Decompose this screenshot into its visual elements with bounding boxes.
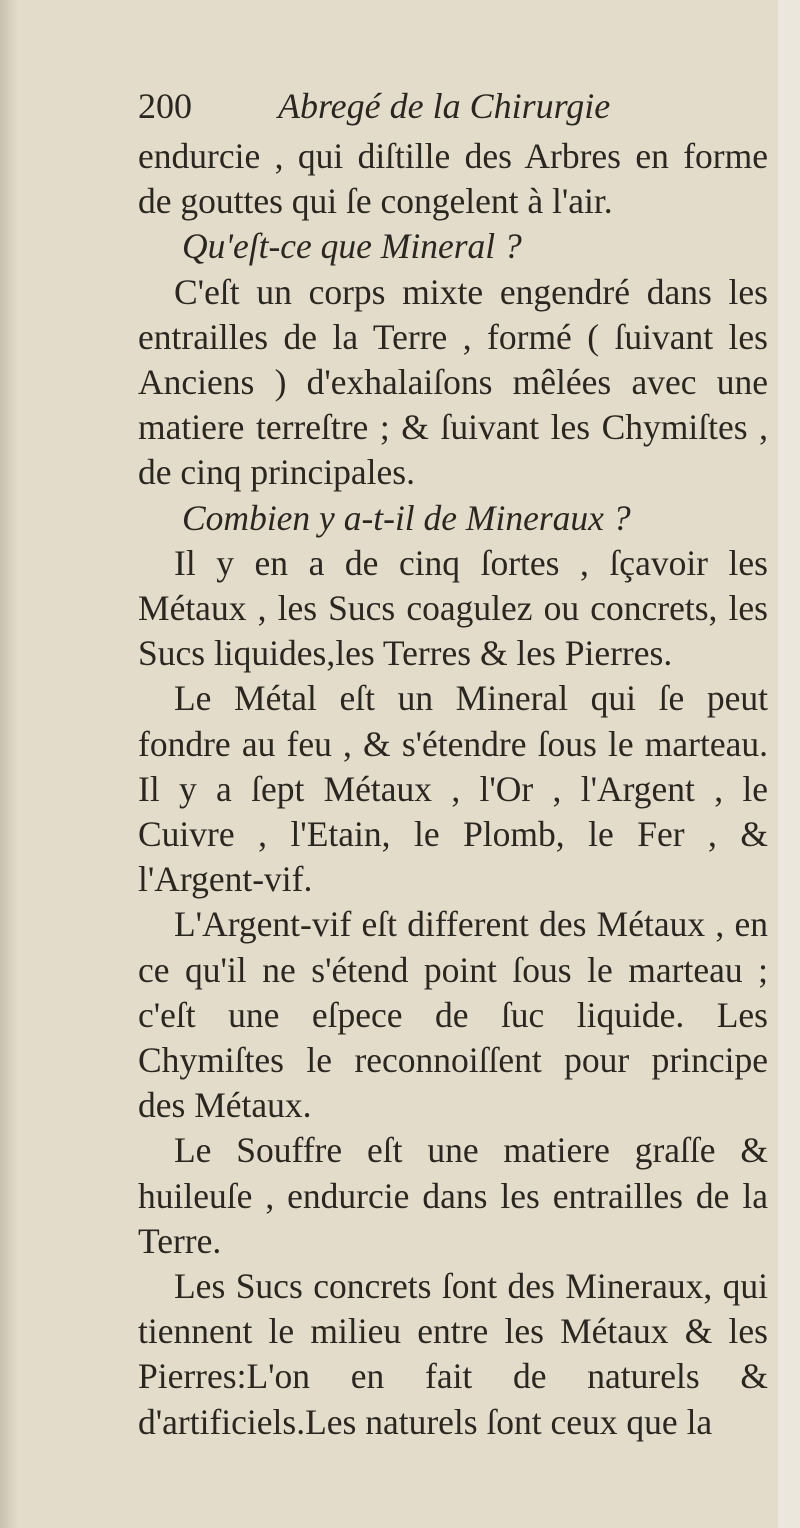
paragraph: Le Souffre eſt une matiere graſſe & huileuſe , endurcie dans les entrailles de la Terre. [138, 1130, 768, 1261]
paragraph: Il y en a de cinq ſortes , ſçavoir les Métaux , les Sucs coagulez ou concrets, les Sucs liquides,les Terres & les Pierres. [138, 542, 768, 674]
page-number: 200 [138, 86, 192, 126]
running-head [138, 78, 768, 134]
paragraph: Les Sucs concrets ſont des Mineraux, qui tiennent le milieu entre les Métaux & les Pierres:L'on en fait de naturels & d'artificiels.Les naturels ſont ceux que la [138, 1266, 768, 1442]
paragraph: Le Métal eſt un Mineral qui ſe peut fondre au feu , & s'étendre ſous le marteau. Il y a ſept Métaux , l'Or , l'Argent , le Cuivre , l'Etain, le Plomb, le Fer , & l'Argent-vif. [138, 678, 768, 900]
question-heading: Qu'eſt-ce que Mineral ? [182, 226, 522, 267]
text-block [138, 78, 768, 1445]
paragraph: L'Argent-vif eſt different des Métaux , en ce qu'il ne s'étend point ſous le marteau ; c'eſt une eſpece de ſuc liquide. Les Chymiſtes le reconnoiſſent pour principe des Métaux. [138, 904, 768, 1126]
body-text [138, 134, 768, 1445]
paragraph-continuation: endurcie , qui diſtille des Arbres en forme de gouttes qui ſe congelent à l'air. [138, 136, 768, 222]
question-heading: Combien y a-t-il de Mineraux ? [182, 497, 631, 538]
book-title: Abregé de la Chirurgie [278, 86, 611, 126]
paragraph: C'eſt un corps mixte engendré dans les entrailles de la Terre , formé ( ſuivant les Anciens ) d'exhalaiſons mêlées avec une matiere terreſtre ; & ſuivant les Chymiſtes , de cinq principales. [138, 271, 768, 493]
